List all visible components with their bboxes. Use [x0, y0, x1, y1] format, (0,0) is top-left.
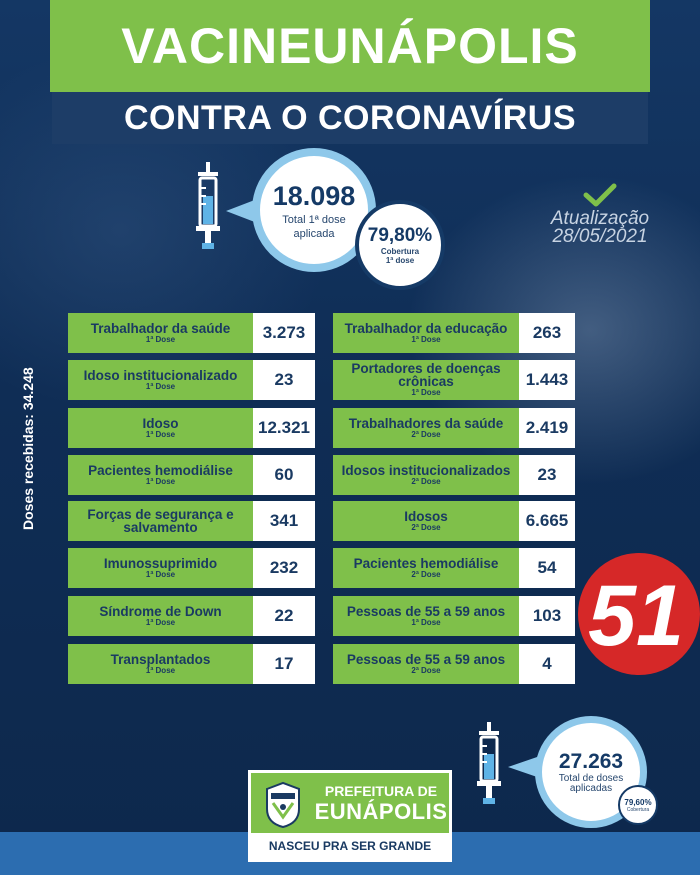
table-row: [333, 644, 575, 684]
row-category: Idoso institucionalizado 1ª Dose: [68, 360, 253, 400]
total-doses-label-2: aplicadas: [569, 783, 613, 794]
subtitle-banner: [52, 92, 648, 144]
syringe-icon: [474, 722, 504, 808]
total-coverage-bubble: [618, 785, 658, 825]
first-dose-total: 18.098: [272, 180, 356, 211]
first-dose-label-2: aplicada: [293, 227, 335, 240]
table-row: [333, 408, 575, 448]
row-value: 23: [519, 455, 575, 495]
prefeitura-logo: [248, 770, 452, 862]
syringe-icon: [192, 162, 224, 254]
page-subtitle: CONTRA O CORONAVÍRUS: [124, 98, 576, 137]
row-value: 23: [253, 360, 315, 400]
row-category: Pacientes hemodiálise 1ª Dose: [68, 455, 253, 495]
row-category: Pessoas de 55 a 59 anos 2ª Dose: [333, 644, 519, 684]
row-category: Idoso 1ª Dose: [68, 408, 253, 448]
row-value: 263: [519, 313, 575, 353]
row-value: 22: [253, 596, 315, 636]
update-date: 28/05/2021: [552, 226, 648, 247]
table-row: [68, 548, 315, 588]
table-row: [68, 644, 315, 684]
table-row: [68, 501, 315, 541]
table-row: [68, 596, 315, 636]
table-row: [333, 360, 575, 400]
row-value: 1.443: [519, 360, 575, 400]
row-value: 12.321: [253, 408, 315, 448]
row-category: Pacientes hemodiálise 2ª Dose: [333, 548, 519, 588]
table-row: [333, 455, 575, 495]
row-value: 2.419: [519, 408, 575, 448]
update-label: Atualização: [550, 208, 650, 229]
total-coverage: 79,60%: [624, 797, 652, 807]
slogan: NASCEU PRA SER GRANDE: [251, 833, 449, 859]
table-row: [68, 313, 315, 353]
row-value: 103: [519, 596, 575, 636]
table-row: [333, 596, 575, 636]
row-category: Forças de segurança e salvamento: [68, 501, 253, 541]
row-category: Síndrome de Down 1ª Dose: [68, 596, 253, 636]
coverage-label-2: 1ª dose: [385, 256, 415, 265]
row-value: 4: [519, 644, 575, 684]
title-banner: [50, 0, 650, 92]
row-value: 3.273: [253, 313, 315, 353]
row-value: 54: [519, 548, 575, 588]
row-category: Idosos institucionalizados 2ª Dose: [333, 455, 519, 495]
row-value: 6.665: [519, 501, 575, 541]
total-coverage-label: Cobertura: [626, 806, 650, 813]
row-category: Trabalhador da saúde 1ª Dose: [68, 313, 253, 353]
page-title: VACINEUNÁPOLIS: [121, 18, 579, 74]
check-icon: [582, 182, 618, 208]
first-dose-coverage: 79,80%: [367, 225, 433, 246]
row-value: 17: [253, 644, 315, 684]
row-value: 232: [253, 548, 315, 588]
first-dose-label-1: Total 1ª dose: [282, 213, 346, 226]
doses-received-label: Doses recebidas: 34.248: [20, 367, 36, 530]
row-category: Trabalhadores da saúde 2ª Dose: [333, 408, 519, 448]
total-doses: 27.263: [558, 750, 624, 773]
row-category: Trabalhador da educação 1ª Dose: [333, 313, 519, 353]
table-row: [333, 501, 575, 541]
coverage-label-1: Cobertura: [380, 247, 420, 256]
prefeitura-line-2: EUNÁPOLIS: [314, 799, 448, 824]
city-crest-icon: [261, 781, 305, 829]
row-category: Transplantados 1ª Dose: [68, 644, 253, 684]
update-info: [520, 182, 680, 246]
row-category: Imunossuprimido 1ª Dose: [68, 548, 253, 588]
table-row: [68, 408, 315, 448]
table-row: [333, 548, 575, 588]
svg-text:51: 51: [588, 568, 684, 664]
row-value: 341: [253, 501, 315, 541]
table-row: [68, 455, 315, 495]
total-doses-label-1: Total de doses: [558, 773, 624, 784]
table-row: [68, 360, 315, 400]
row-value: 60: [253, 455, 315, 495]
logo-51-icon: [578, 553, 700, 675]
first-dose-coverage-bubble: [355, 200, 445, 290]
row-category: Pessoas de 55 a 59 anos 1ª Dose: [333, 596, 519, 636]
table-row: [333, 313, 575, 353]
prefeitura-line-1: PREFEITURA DE: [324, 783, 438, 799]
row-category: Portadores de doenças crônicas 1ª Dose: [333, 360, 519, 400]
logo-51: [578, 553, 700, 675]
row-category: Idosos 2ª Dose: [333, 501, 519, 541]
